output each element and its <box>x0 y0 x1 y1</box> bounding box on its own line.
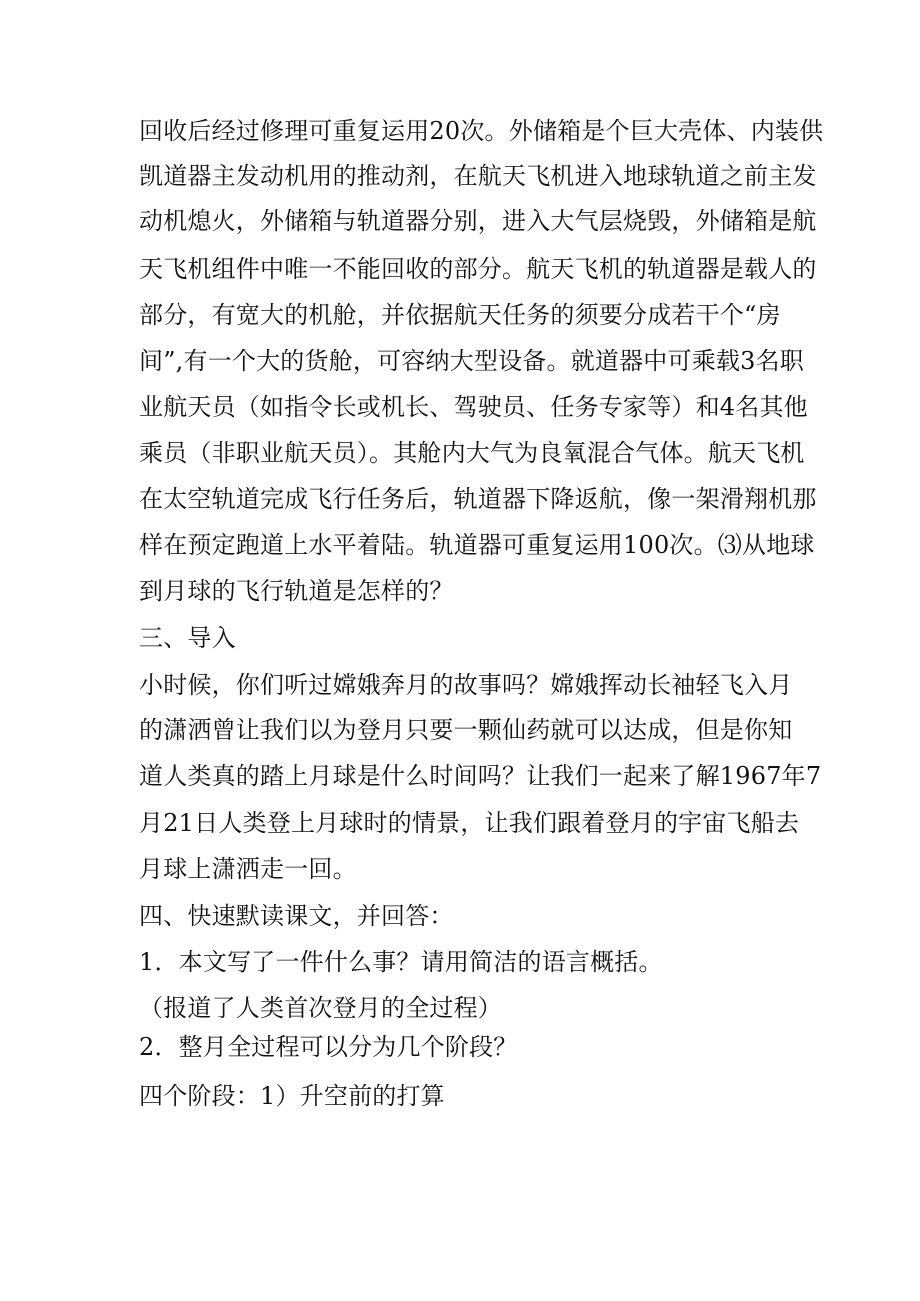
text-line: 月21日人类登上月球时的情景，让我们跟着登月的宇宙飞船去 <box>139 809 800 837</box>
text-line: 的潇洒曾让我们以为登月只要一颗仙药就可以达成，但是你知 <box>139 716 793 744</box>
text-line: 小时候，你们听过嫦娥奔月的故事吗？嫦娥挥动长袖轻飞入月 <box>139 671 793 699</box>
text-line: 凯道器主发动机用的推动剂，在航天飞机进入地球轨道之前主发 <box>139 162 817 190</box>
text-line: 业航天员（如指令长或机长、驾驶员、任务专家等）和4名其他 <box>139 393 808 421</box>
text-line: 动机熄火，外储箱与轨道器分别，进入大气层烧毁，外储箱是航 <box>139 207 817 235</box>
text-line: 道人类真的踏上月球是什么时间吗？让我们一起来了解1967年7 <box>139 762 822 790</box>
text-line: 间”,有一个大的货舱，可容纳大型设备。就道器中可乘载3名职 <box>139 347 804 375</box>
text-line: 天飞机组件中唯一不能回收的部分。航天飞机的轨道器是载人的 <box>139 255 817 283</box>
text-line: 乘员（非职业航天员）。其舱内大气为良氧混合气体。航天飞机 <box>139 439 805 467</box>
question-line: 1．本文写了一件什么事？请用简洁的语言概括。 <box>139 948 663 976</box>
text-line: 回收后经过修理可重复运用20次。外储箱是个巨大壳体、内装供 <box>139 117 824 145</box>
answer-line: 四个阶段：1）升空前的打算 <box>139 1082 445 1110</box>
section-heading: 三、导入 <box>139 624 236 652</box>
text-line: 在太空轨道完成飞行任务后，轨道器下降返航，像一架滑翔机那 <box>139 485 817 513</box>
text-line: 样在预定跑道上水平着陆。轨道器可重复运用100次。⑶从地球 <box>139 531 815 559</box>
text-line: 部分，有宽大的机舱，并依据航天任务的须要分成若干个“房 <box>139 301 781 329</box>
text-line: 月球上潇洒走一回。 <box>139 855 357 883</box>
question-line: 2．整月全过程可以分为几个阶段？ <box>139 1033 518 1061</box>
section-heading: 四、快速默读课文，并回答： <box>139 902 454 930</box>
text-line: 到月球的飞行轨道是怎样的？ <box>139 577 454 605</box>
answer-line: （报道了人类首次登月的全过程） <box>139 994 502 1022</box>
